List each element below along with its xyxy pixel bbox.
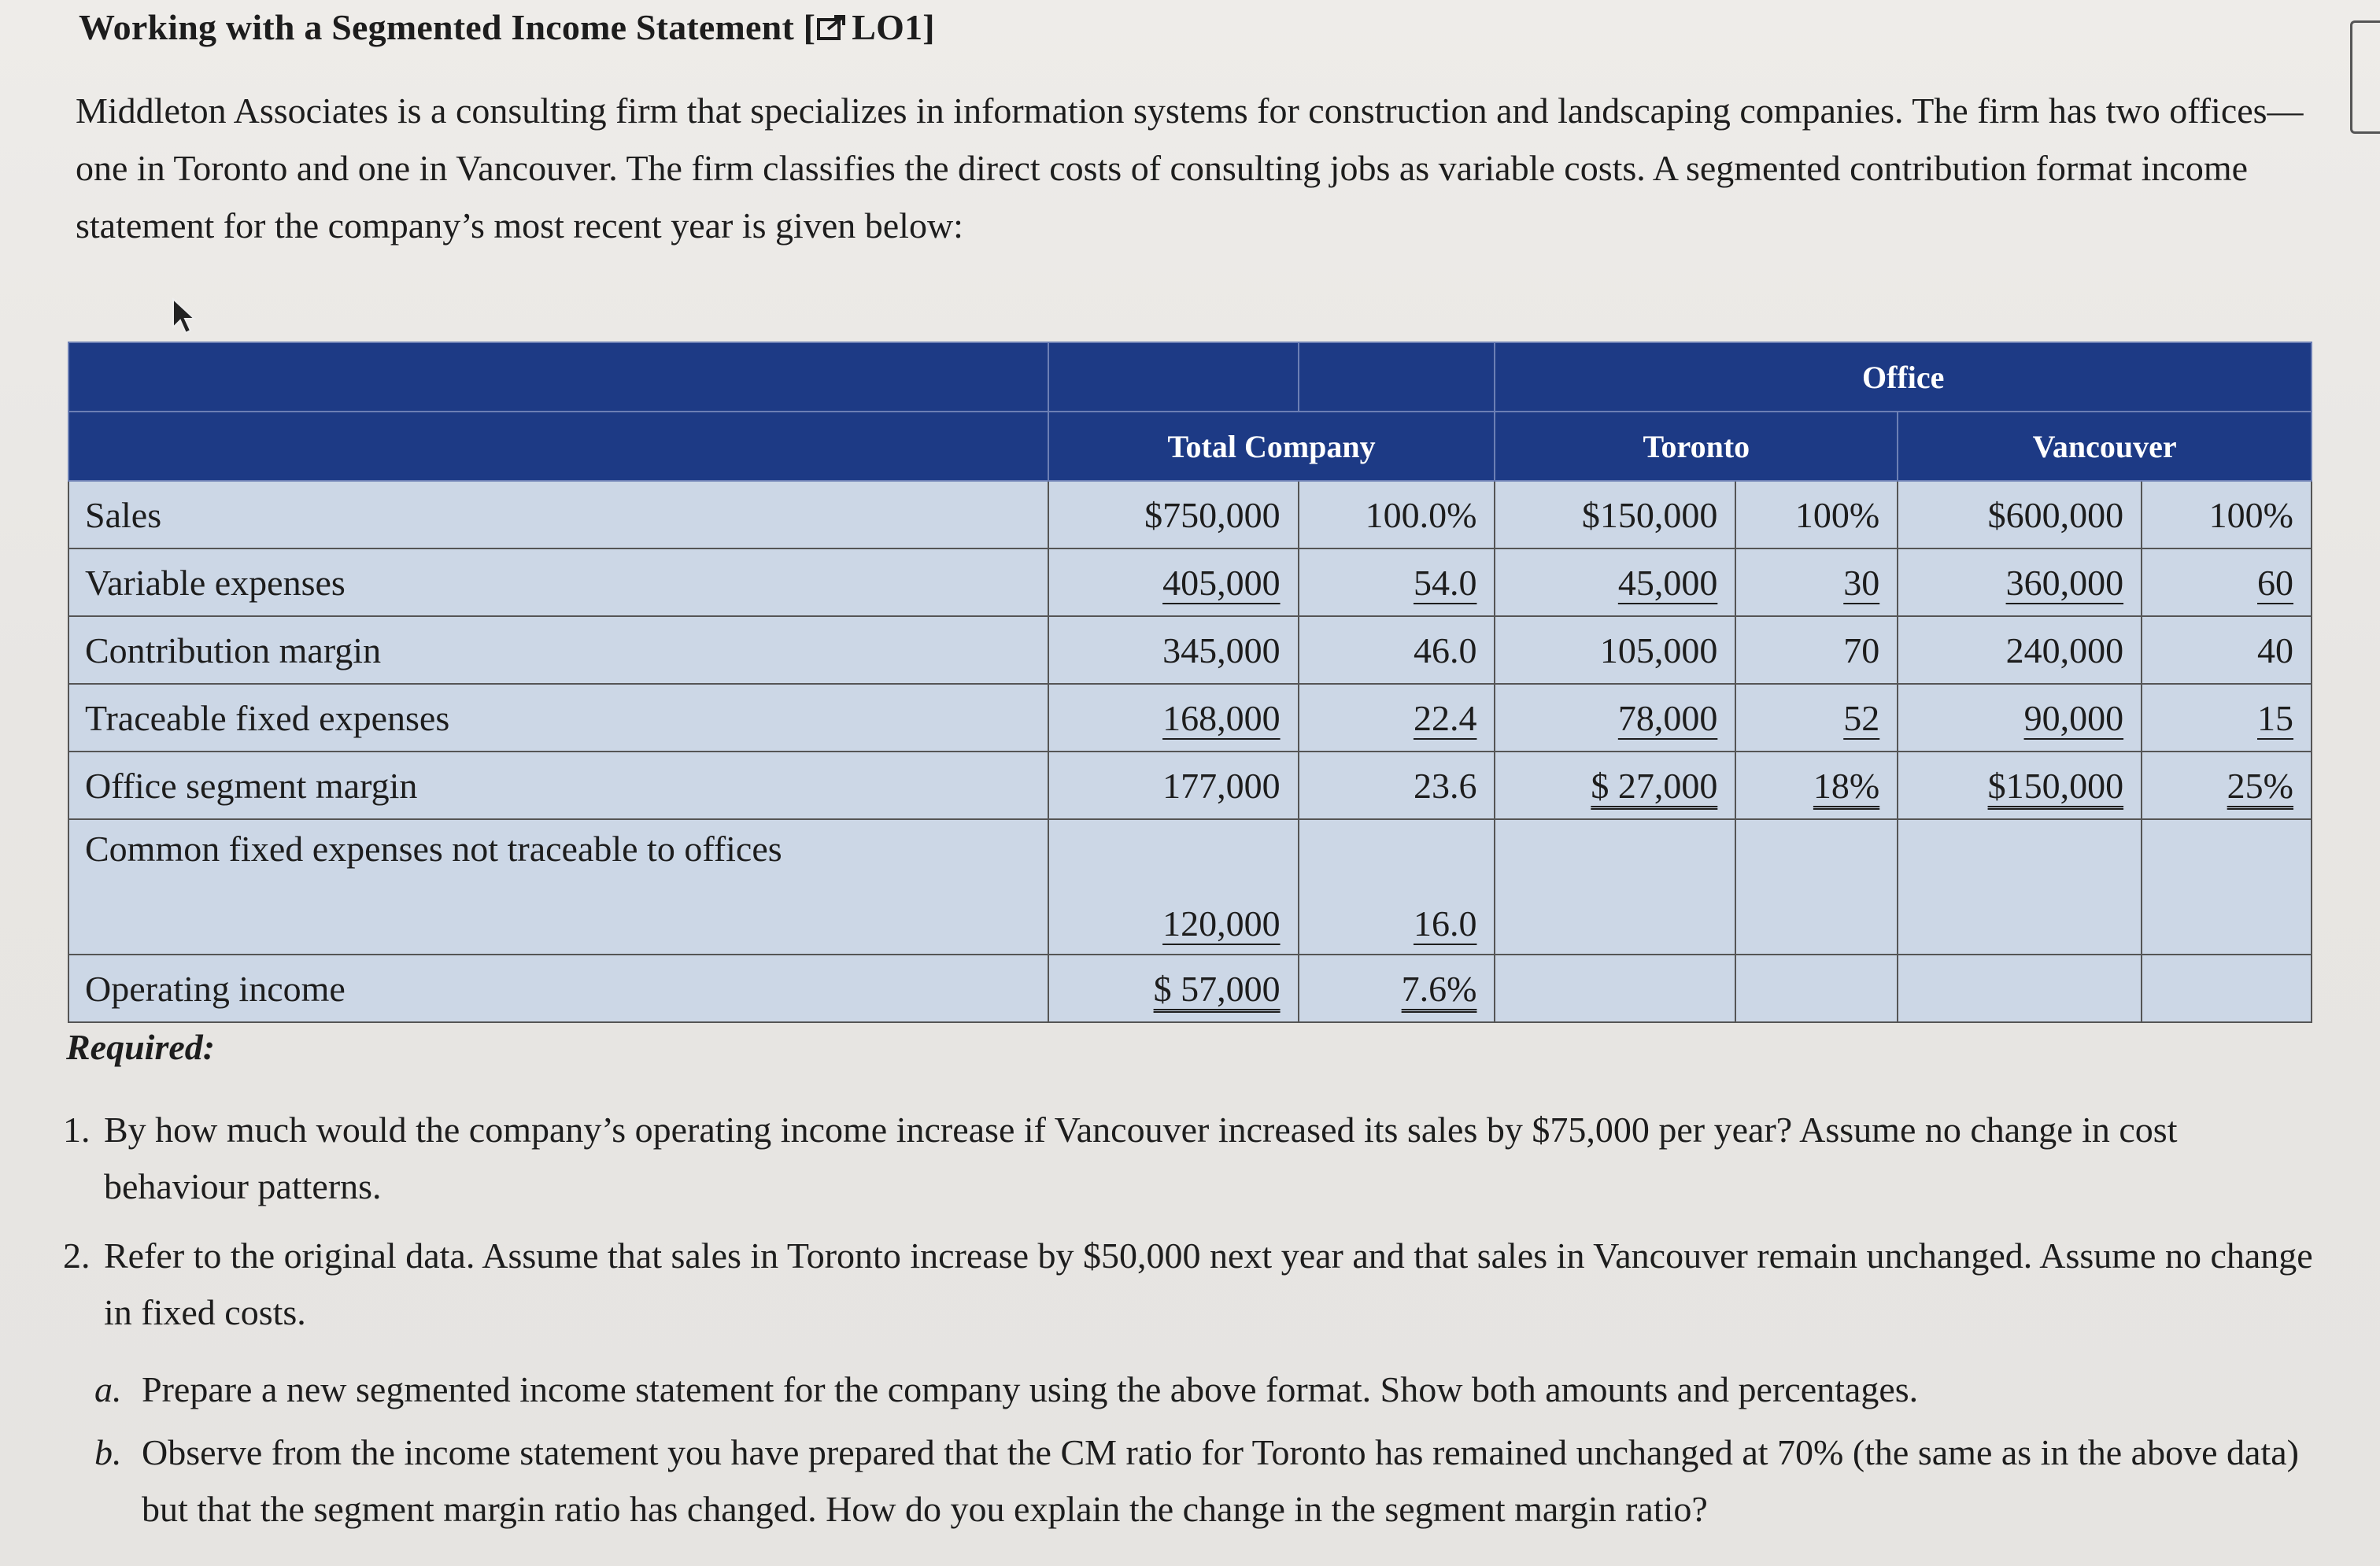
toronto-percent: 100%: [1735, 481, 1898, 548]
table-row: [68, 819, 2312, 955]
header-row-office: [68, 342, 2312, 412]
total-percent: 7.6%: [1401, 968, 1477, 1009]
side-panel-edge: [2350, 20, 2380, 134]
vancouver-amount: 240,000: [1898, 616, 2142, 684]
table-row: [68, 684, 2312, 752]
toronto-percent: 18%: [1813, 765, 1880, 806]
vancouver-amount: 360,000: [2005, 562, 2124, 603]
total-amount: 405,000: [1162, 562, 1281, 603]
vancouver-percent: 15: [2257, 697, 2293, 738]
row-label: Traceable fixed expenses: [68, 684, 1048, 752]
table-row: [68, 548, 2312, 616]
title-text: Working with a Segmented Income Statement [: [79, 7, 816, 47]
table-row: [68, 481, 2312, 548]
total-amount: 177,000: [1048, 752, 1299, 819]
table-row: [68, 955, 2312, 1022]
required-heading: Required:: [66, 1027, 216, 1067]
total-amount: 345,000: [1048, 616, 1299, 684]
toronto-header: Toronto: [1495, 412, 1898, 481]
total-company-header: Total Company: [1048, 412, 1495, 481]
question-text: Prepare a new segmented income statement for the company using the above format. Show both amounts and percentages.: [142, 1369, 1919, 1409]
table-row: [68, 616, 2312, 684]
learning-objective[interactable]: LO1]: [852, 7, 935, 47]
vancouver-percent: 100%: [2142, 481, 2312, 548]
total-amount: 168,000: [1162, 697, 1281, 738]
toronto-amount: 105,000: [1495, 616, 1735, 684]
toronto-amount: 78,000: [1617, 697, 1718, 738]
total-amount: $ 57,000: [1153, 968, 1281, 1009]
toronto-amount: $150,000: [1495, 481, 1735, 548]
total-percent: 16.0: [1413, 903, 1477, 944]
toronto-amount: $ 27,000: [1591, 765, 1718, 806]
question-text: Refer to the original data. Assume that sales in Toronto increase by $50,000 next year and that sales in Vancouver remain unchanged. Assume no change in fixed costs.: [104, 1235, 2313, 1332]
total-percent: 46.0: [1299, 616, 1495, 684]
vancouver-amount: 90,000: [2023, 697, 2124, 738]
vancouver-amount: $600,000: [1898, 481, 2142, 548]
problem-title: [79, 6, 935, 48]
total-percent: 100.0%: [1299, 481, 1495, 548]
toronto-percent: 70: [1735, 616, 1898, 684]
total-percent: 54.0: [1413, 562, 1477, 603]
row-label: Sales: [68, 481, 1048, 548]
question-number: a.: [94, 1369, 122, 1409]
row-label: Variable expenses: [68, 548, 1048, 616]
mouse-cursor-icon: [170, 297, 201, 337]
vancouver-percent: 40: [2142, 616, 2312, 684]
question-text: Observe from the income statement you have prepared that the CM ratio for Toronto has remained unchanged at 70% (the same as in the above data) but that the segment margin ratio has changed. How do you explain the change in the segment margin ratio?: [142, 1432, 2299, 1529]
row-label: Contribution margin: [68, 616, 1048, 684]
header-row-segments: [68, 412, 2312, 481]
segmented-income-statement: [68, 342, 2312, 1023]
question-text: By how much would the company’s operating income increase if Vancouver increased its sales by $75,000 per year? Assume no change in cost behaviour patterns.: [104, 1110, 2178, 1206]
question-number: 2.: [63, 1235, 91, 1276]
vancouver-percent: 60: [2257, 562, 2293, 603]
question-number: 1.: [63, 1110, 91, 1150]
question-number: b.: [94, 1432, 122, 1472]
row-label: Common fixed expenses not traceable to offices: [68, 819, 1048, 955]
toronto-percent: 52: [1843, 697, 1880, 738]
row-label: Office segment margin: [68, 752, 1048, 819]
vancouver-amount: $150,000: [1987, 765, 2124, 806]
vancouver-header: Vancouver: [1898, 412, 2312, 481]
table-row: [68, 752, 2312, 819]
intro-paragraph: Middleton Associates is a consulting firm that specializes in information systems for construction and landscaping companies. The firm has two offices—one in Toronto and one in Vancouver. The firm classifies the direct costs of consulting jobs as variable costs. A segmented contribution format income statement for the company’s most recent year is given below:: [76, 90, 2304, 246]
office-header: Office: [1495, 342, 2312, 412]
total-percent: 22.4: [1413, 697, 1477, 738]
total-percent: 23.6: [1299, 752, 1495, 819]
vancouver-percent: 25%: [2227, 765, 2293, 806]
row-label: Operating income: [68, 955, 1048, 1022]
external-link-icon[interactable]: [817, 9, 848, 37]
toronto-amount: 45,000: [1617, 562, 1718, 603]
total-amount: 120,000: [1162, 903, 1281, 944]
total-amount: $750,000: [1048, 481, 1299, 548]
toronto-percent: 30: [1843, 562, 1880, 603]
